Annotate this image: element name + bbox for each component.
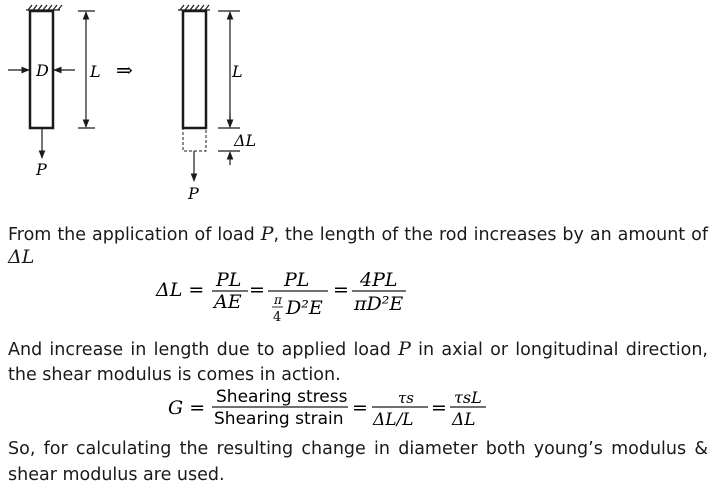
eq1-frac1-den: AE [214, 291, 242, 313]
eq1-lhs: ΔL = [156, 279, 205, 301]
eq1-eq-a: = [249, 279, 265, 301]
paragraph-load-elongation-line1 [8, 221, 708, 248]
label-delta-L: ΔL [234, 131, 257, 150]
eq2-frac1-num: Shearing stress [216, 387, 348, 407]
paragraph-conclusion-line2: shear modulus are used. [8, 465, 225, 485]
label-P-right: P [188, 184, 199, 203]
label-P-left: P [36, 160, 47, 179]
implies-arrow: ⇒ [116, 58, 133, 82]
para1-text-b: , the length of the rod increases by an amount of [273, 225, 708, 245]
label-L-left: L [90, 62, 101, 81]
eq1-d2e: D²E [286, 297, 323, 319]
paragraph-conclusion-line1: So, for calculating the resulting change in diameter both young’s modulus & [8, 439, 708, 459]
eq2-frac2-num: τs [398, 389, 414, 407]
eq2-frac1-den: Shearing strain [214, 409, 344, 429]
eq1-frac2-num: PL [284, 269, 310, 291]
right-rod [183, 11, 206, 128]
eq2-eq-b: = [431, 397, 447, 419]
eq1-pi-num: π [274, 293, 282, 307]
eq2-frac2-den: ΔL/L [373, 410, 414, 430]
eq1-frac1-num: PL [216, 269, 242, 291]
eq1-frac3-num: 4PL [360, 269, 398, 291]
para1-var-P: P [260, 223, 274, 245]
paragraph-shear-line2: the shear modulus is comes in action. [8, 365, 341, 385]
eq2-frac3-den: ΔL [452, 410, 476, 430]
eq1-eq-b: = [333, 279, 349, 301]
elongation-equation [150, 266, 430, 328]
eq2-eq-a: = [352, 397, 368, 419]
eq2-frac3-num: τsL [454, 388, 482, 407]
eq1-pi-den: 4 [273, 310, 282, 325]
label-L-right: L [232, 62, 243, 81]
eq1-frac3-den: πD²E [354, 293, 404, 315]
rod-elongation-figure [0, 0, 715, 210]
para2-text-a: And increase in length due to applied load [8, 340, 399, 360]
shear-modulus-equation [160, 384, 500, 432]
eq2-lhs: G = [168, 397, 206, 419]
label-D: D [36, 61, 49, 80]
para1-text-a: From the application of load [8, 225, 261, 245]
left-support-hatch [26, 5, 62, 10]
paragraph-shear-line1 [8, 336, 708, 363]
para2-text-b: in axial or longitudinal direction, [410, 340, 708, 360]
para2-var-P: P [398, 338, 411, 360]
right-rod-extension [183, 128, 206, 151]
right-support-hatch [178, 5, 210, 10]
para1-delta-L: ΔL [8, 246, 35, 268]
